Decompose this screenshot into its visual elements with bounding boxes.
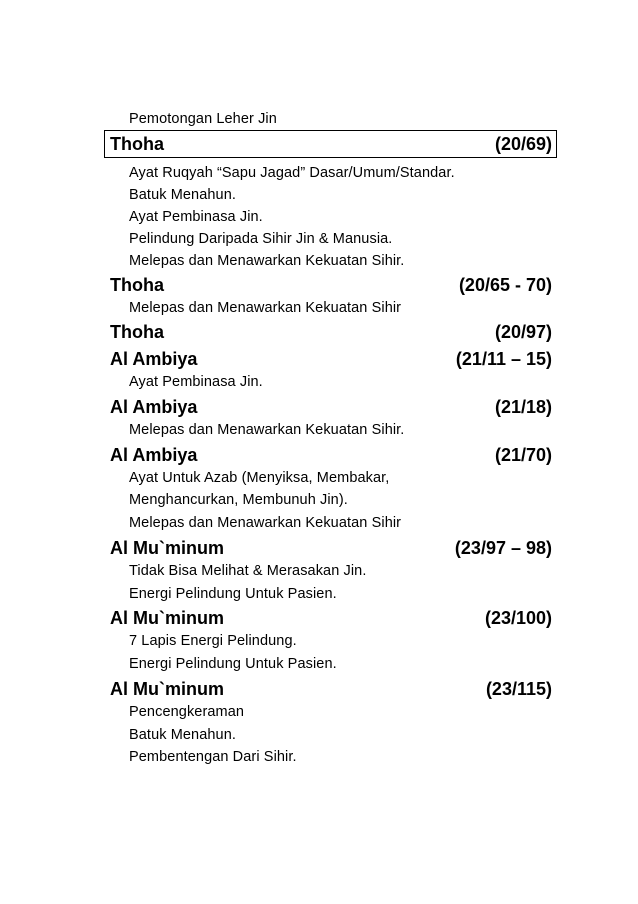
benefit-line: Melepas dan Menawarkan Kekuatan Sihir xyxy=(129,300,402,316)
verse-reference: (23/115) xyxy=(485,679,552,699)
surah-heading xyxy=(110,678,552,700)
surah-heading xyxy=(110,607,552,629)
highlighted-entry-box xyxy=(104,130,557,158)
benefit-line: Energi Pelindung Untuk Pasien. xyxy=(129,656,337,672)
benefit-line: Ayat Pembinasa Jin. xyxy=(129,374,263,390)
benefit-line: Pelindung Daripada Sihir Jin & Manusia. xyxy=(129,231,393,247)
verse-reference: (21/11 – 15) xyxy=(455,349,552,369)
surah-heading xyxy=(110,537,552,559)
surah-heading xyxy=(110,321,552,343)
surah-name: Al Ambiya xyxy=(110,349,198,369)
benefit-line: Melepas dan Menawarkan Kekuatan Sihir. xyxy=(129,422,405,438)
benefit-line: 7 Lapis Energi Pelindung. xyxy=(129,633,297,649)
benefit-line: Pencengkeraman xyxy=(129,704,245,720)
verse-reference: (23/100) xyxy=(484,608,552,628)
benefit-line: Batuk Menahun. xyxy=(129,187,236,203)
benefit-line: Ayat Pembinasa Jin. xyxy=(129,209,263,225)
verse-reference: (20/97) xyxy=(494,322,552,342)
verse-reference: (20/65 - 70) xyxy=(458,275,552,295)
benefit-line: Melepas dan Menawarkan Kekuatan Sihir xyxy=(129,515,402,531)
verse-reference: (20/69) xyxy=(494,134,552,154)
verse-reference: (23/97 – 98) xyxy=(454,538,552,558)
benefit-line: Energi Pelindung Untuk Pasien. xyxy=(129,586,337,602)
surah-name: Thoha xyxy=(110,134,164,154)
benefit-line: Tidak Bisa Melihat & Merasakan Jin. xyxy=(129,563,367,579)
benefit-line: Ayat Untuk Azab (Menyiksa, Membakar, xyxy=(129,470,390,486)
verse-reference: (21/70) xyxy=(494,445,552,465)
benefit-line: Melepas dan Menawarkan Kekuatan Sihir. xyxy=(129,253,405,269)
verse-reference: (21/18) xyxy=(494,397,552,417)
surah-heading xyxy=(110,274,552,296)
surah-heading xyxy=(110,444,552,466)
benefit-line: Pemotongan Leher Jin xyxy=(129,111,277,127)
surah-name: Al Ambiya xyxy=(110,397,198,417)
benefit-line: Ayat Ruqyah “Sapu Jagad” Dasar/Umum/Standar. xyxy=(129,165,455,181)
surah-name: Al Mu`minum xyxy=(110,538,224,558)
surah-heading xyxy=(110,396,552,418)
surah-name: Al Ambiya xyxy=(110,445,198,465)
benefit-line: Menghancurkan, Membunuh Jin). xyxy=(129,492,348,508)
surah-heading xyxy=(110,348,552,370)
surah-name: Al Mu`minum xyxy=(110,608,224,628)
surah-heading xyxy=(110,133,552,155)
surah-name: Thoha xyxy=(110,322,164,342)
benefit-line: Batuk Menahun. xyxy=(129,727,236,743)
benefit-line: Pembentengan Dari Sihir. xyxy=(129,749,297,765)
surah-name: Thoha xyxy=(110,275,164,295)
surah-name: Al Mu`minum xyxy=(110,679,224,699)
